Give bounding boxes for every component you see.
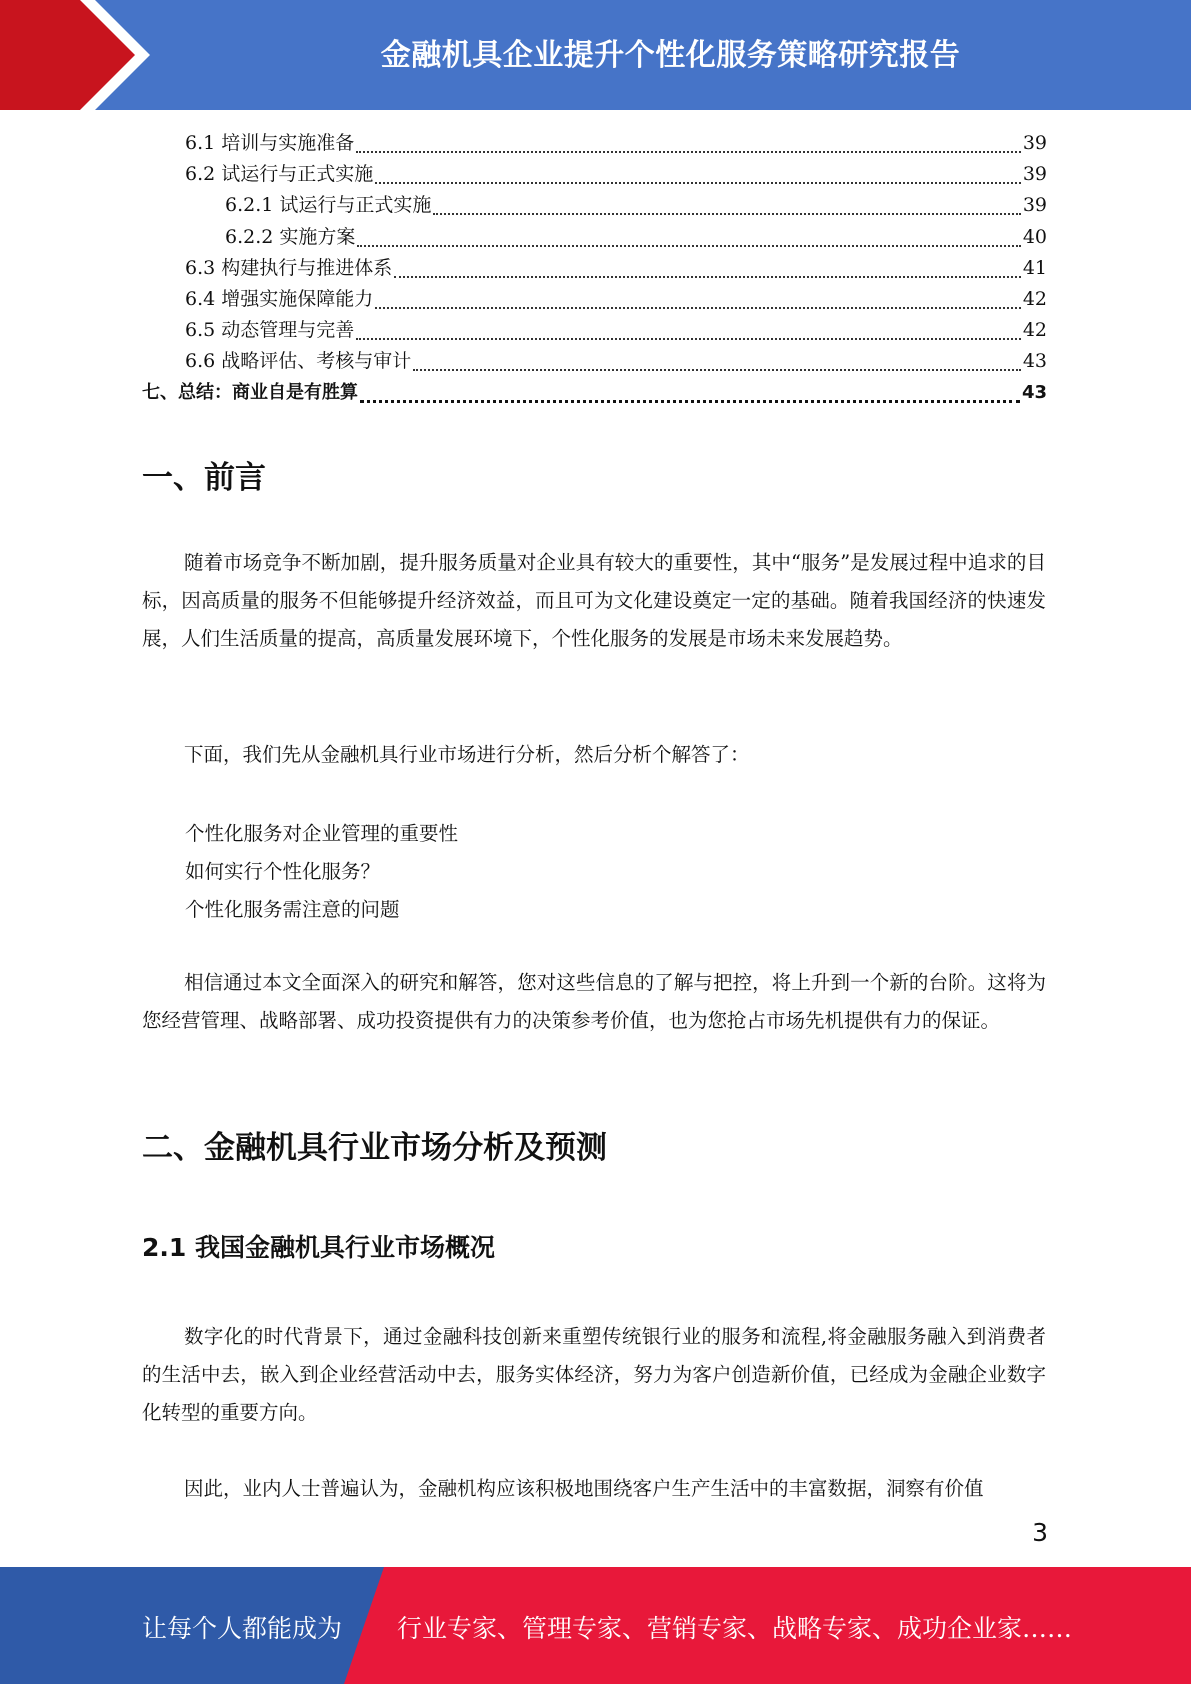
toc-entry-chapter[interactable] [142,378,1047,408]
paragraph: 因此，业内人士普遍认为，金融机构应该积极地围绕客户生产生活中的丰富数据，洞察有价值 [184,1477,984,1500]
header-arrow-decoration [0,0,160,110]
paragraph: 数字化的时代背景下，通过金融科技创新来重塑传统银行业的服务和流程,将金融服务融入到消费者的生活中去，嵌入到企业经营活动中去，服务实体经济，努力为客户创造新价值，已经成为金融企业数字化转型的重要方向。 [142,1325,1046,1424]
toc-entry[interactable] [225,190,1047,220]
paragraph: 相信通过本文全面深入的研究和解答，您对这些信息的了解与把控，将上升到一个新的台阶。这将为您经营管理、战略部署、成功投资提供有力的决策参考价值，也为您抢占市场先机提供有力的保证。 [142,971,1046,1032]
list-item: 个性化服务对企业管理的重要性 [185,822,459,845]
toc-entry-label: 6.1 培训与实施准备 [185,132,355,154]
toc-leader [356,151,1021,153]
toc-leader [360,400,1020,403]
toc-leader [375,307,1021,309]
footer-band [0,1567,1191,1684]
document-title: 金融机具企业提升个性化服务策略研究报告 [380,38,961,73]
toc-entry[interactable] [185,346,1047,376]
toc-entry-label: 七、总结：商业自是有胜算 [142,382,358,403]
subsection-heading: 2.1 我国金融机具行业市场概况 [142,1233,495,1262]
header-band [0,0,1191,110]
toc-entry[interactable] [185,315,1047,345]
toc-entry-label: 6.6 战略评估、考核与审计 [185,350,412,372]
toc-leader [413,369,1021,371]
toc-entry-page: 39 [1022,132,1047,154]
toc-leader [356,338,1021,340]
toc-entry-page: 41 [1022,257,1047,279]
list-item: 如何实行个性化服务？ [185,860,381,883]
toc-entry[interactable] [185,128,1047,158]
toc-entry-page: 40 [1022,226,1047,248]
toc-entry-label: 6.2.1 试运行与正式实施 [225,194,432,216]
toc-entry-page: 43 [1022,350,1047,372]
toc-entry-page: 42 [1022,288,1047,310]
toc-entry-page: 39 [1022,194,1047,216]
toc-entry-label: 6.5 动态管理与完善 [185,319,355,341]
toc-leader [433,213,1020,215]
toc-entry-page: 42 [1022,319,1047,341]
toc-entry-label: 6.2 试运行与正式实施 [185,163,374,185]
toc-leader [394,276,1021,278]
toc-entry[interactable] [185,253,1047,283]
section-heading-market-analysis: 二、金融机具行业市场分析及预测 [142,1130,607,1166]
toc-entry-label: 6.2.2 实施方案 [225,226,356,248]
section-heading-preface: 一、前言 [142,460,266,496]
page-number: 3 [1032,1518,1048,1547]
toc-entry[interactable] [225,222,1047,252]
paragraph: 下面，我们先从金融机具行业市场进行分析，然后分析个解答了： [184,743,750,766]
paragraph: 随着市场竞争不断加剧，提升服务质量对企业具有较大的重要性，其中“服务”是发展过程中追求的目标，因高质量的服务不但能够提升经济效益，而且可为文化建设奠定一定的基础。随着我国经济的快速发展，人们生活质量的提高，高质量发展环境下，个性化服务的发展是市场未来发展趋势。 [142,551,1046,650]
toc-entry[interactable] [185,159,1047,189]
toc-leader [375,182,1021,184]
toc-entry-page: 39 [1022,163,1047,185]
toc-entry[interactable] [185,284,1047,314]
footer-slogan-right: 行业专家、管理专家、营销专家、战略专家、成功企业家…… [397,1614,1073,1643]
footer-slogan-left: 让每个人都能成为 [142,1614,343,1643]
toc-entry-label: 6.3 构建执行与推进体系 [185,257,393,279]
list-item: 个性化服务需注意的问题 [185,898,400,921]
toc-entry-label: 6.4 增强实施保障能力 [185,288,374,310]
toc-leader [357,245,1020,247]
toc-entry-page: 43 [1021,382,1047,403]
